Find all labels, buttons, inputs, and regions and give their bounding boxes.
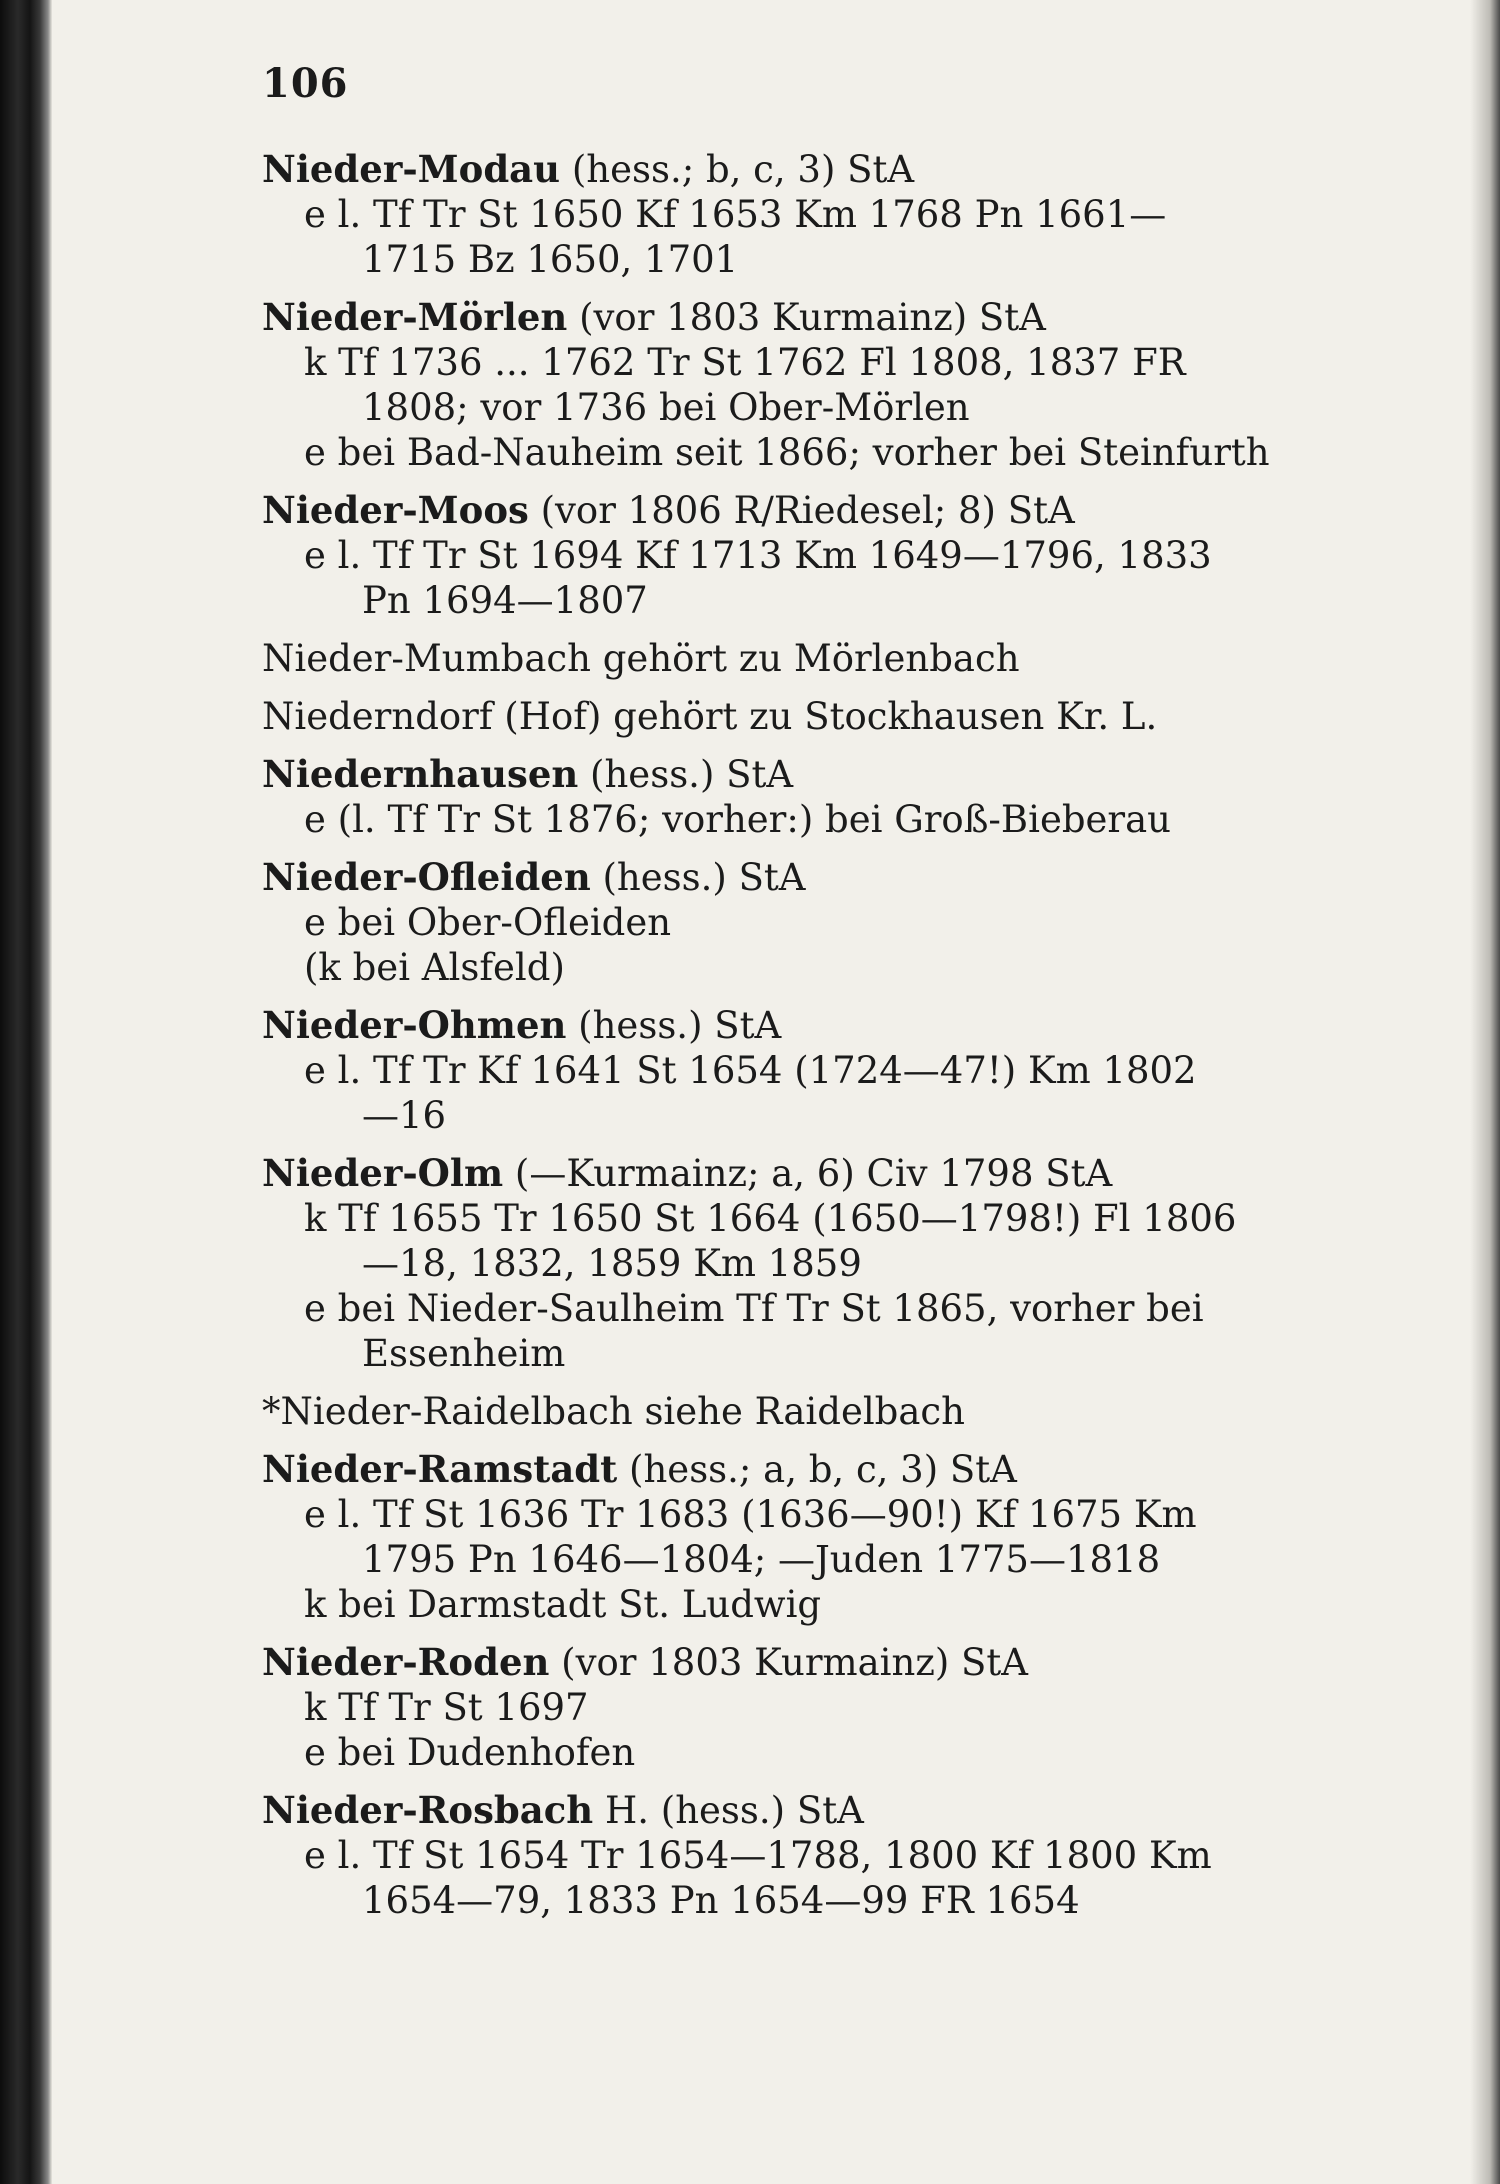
- book-spine-shadow: [0, 0, 52, 2184]
- place-name: Nieder-Ohmen: [262, 1003, 567, 1047]
- record-line: e l. Tf Tr Kf 1641 St 1654 (1724—47!) Km 1802: [304, 1049, 1197, 1092]
- record-line: e bei Dudenhofen: [304, 1731, 636, 1774]
- record-line: e l. Tf St 1654 Tr 1654—1788, 1800 Kf 1800 Km: [304, 1834, 1212, 1877]
- place-name: Nieder-Moos: [262, 488, 529, 532]
- place-details: H. (hess.) StA: [593, 1789, 864, 1832]
- entry-nieder-mumbach: [262, 636, 1342, 681]
- entry-nieder-raidelbach: [262, 1389, 1342, 1434]
- record-line-continued: 1715 Bz 1650, 1701: [362, 238, 739, 281]
- place-details: (hess.) StA: [566, 1004, 782, 1047]
- record-line-continued: Essenheim: [362, 1332, 566, 1375]
- entry-heading: [262, 147, 1342, 192]
- record-line: k Tf 1655 Tr 1650 St 1664 (1650—1798!) Fl 1806: [304, 1197, 1237, 1240]
- entry-nieder-roden: [262, 1640, 1342, 1775]
- register-page: [262, 60, 1342, 1936]
- record-line-continued: 1808; vor 1736 bei Ober-Mörlen: [362, 386, 970, 429]
- entry-niederndorf: [262, 694, 1342, 739]
- entry-heading: [262, 1640, 1342, 1685]
- record-line-continued: 1654—79, 1833 Pn 1654—99 FR 1654: [362, 1879, 1080, 1922]
- entry-nieder-moerlen: [262, 295, 1342, 475]
- place-name: Nieder-Modau: [262, 147, 561, 191]
- record-line: k Tf Tr St 1697: [304, 1686, 589, 1729]
- place-details: (vor 1803 Kurmainz) StA: [567, 296, 1046, 339]
- record-line-continued: —16: [362, 1094, 447, 1137]
- page-number: 106: [262, 60, 349, 107]
- entry-nieder-ofleiden: [262, 855, 1342, 990]
- record-line-continued: 1795 Pn 1646—1804; —Juden 1775—1818: [362, 1538, 1161, 1581]
- record-line: (k bei Alsfeld): [304, 946, 565, 989]
- cross-reference-line: *Nieder-Raidelbach siehe Raidelbach: [262, 1390, 965, 1433]
- record-line: e (l. Tf Tr St 1876; vorher:) bei Groß-Bieberau: [304, 798, 1172, 841]
- record-line: k bei Darmstadt St. Ludwig: [304, 1583, 822, 1626]
- record-line-continued: Pn 1694—1807: [362, 579, 648, 622]
- entry-nieder-ramstadt: [262, 1447, 1342, 1627]
- record-line: e bei Nieder-Saulheim Tf Tr St 1865, vorher bei: [304, 1287, 1204, 1330]
- place-details: (—Kurmainz; a, 6) Civ 1798 StA: [503, 1152, 1113, 1195]
- entry-niedernhausen: [262, 752, 1342, 842]
- record-line: e l. Tf Tr St 1694 Kf 1713 Km 1649—1796, 1833: [304, 534, 1212, 577]
- entry-heading: [262, 295, 1342, 340]
- entry-nieder-moos: [262, 488, 1342, 623]
- entry-heading: [262, 1447, 1342, 1492]
- entry-heading: [262, 752, 1342, 797]
- entry-nieder-rosbach: [262, 1788, 1342, 1923]
- entry-heading: [262, 855, 1342, 900]
- entry-nieder-modau: [262, 147, 1342, 282]
- entry-nieder-ohmen: [262, 1003, 1342, 1138]
- entry-nieder-olm: [262, 1151, 1342, 1376]
- entry-heading: [262, 1151, 1342, 1196]
- entry-heading: [262, 1003, 1342, 1048]
- entry-heading: [262, 1788, 1342, 1833]
- page-edge-shadow: [1470, 0, 1500, 2184]
- place-name: Nieder-Olm: [262, 1151, 504, 1195]
- place-details: (hess.; a, b, c, 3) StA: [617, 1448, 1017, 1491]
- place-details: (hess.; b, c, 3) StA: [560, 148, 915, 191]
- place-name: Nieder-Ofleiden: [262, 855, 591, 899]
- cross-reference-line: Nieder-Mumbach gehört zu Mörlenbach: [262, 637, 1020, 680]
- record-line-continued: —18, 1832, 1859 Km 1859: [362, 1242, 862, 1285]
- cross-reference-line: Niederndorf (Hof) gehört zu Stockhausen Kr. L.: [262, 695, 1158, 738]
- record-line: e bei Bad-Nauheim seit 1866; vorher bei Steinfurth: [304, 431, 1270, 474]
- place-details: (vor 1803 Kurmainz) StA: [549, 1641, 1028, 1684]
- place-name: Nieder-Rosbach: [262, 1788, 594, 1832]
- record-line: e bei Ober-Ofleiden: [304, 901, 672, 944]
- place-name: Nieder-Ramstadt: [262, 1447, 618, 1491]
- entry-heading: [262, 488, 1342, 533]
- place-details: (vor 1806 R/Riedesel; 8) StA: [528, 489, 1075, 532]
- place-name: Nieder-Roden: [262, 1640, 550, 1684]
- place-details: (hess.) StA: [590, 856, 806, 899]
- place-details: (hess.) StA: [578, 753, 794, 796]
- record-line: e l. Tf Tr St 1650 Kf 1653 Km 1768 Pn 1661—: [304, 193, 1167, 236]
- place-name: Nieder-Mörlen: [262, 295, 568, 339]
- place-name: Niedernhausen: [262, 752, 579, 796]
- record-line: k Tf 1736 ... 1762 Tr St 1762 Fl 1808, 1837 FR: [304, 341, 1186, 384]
- record-line: e l. Tf St 1636 Tr 1683 (1636—90!) Kf 1675 Km: [304, 1493, 1197, 1536]
